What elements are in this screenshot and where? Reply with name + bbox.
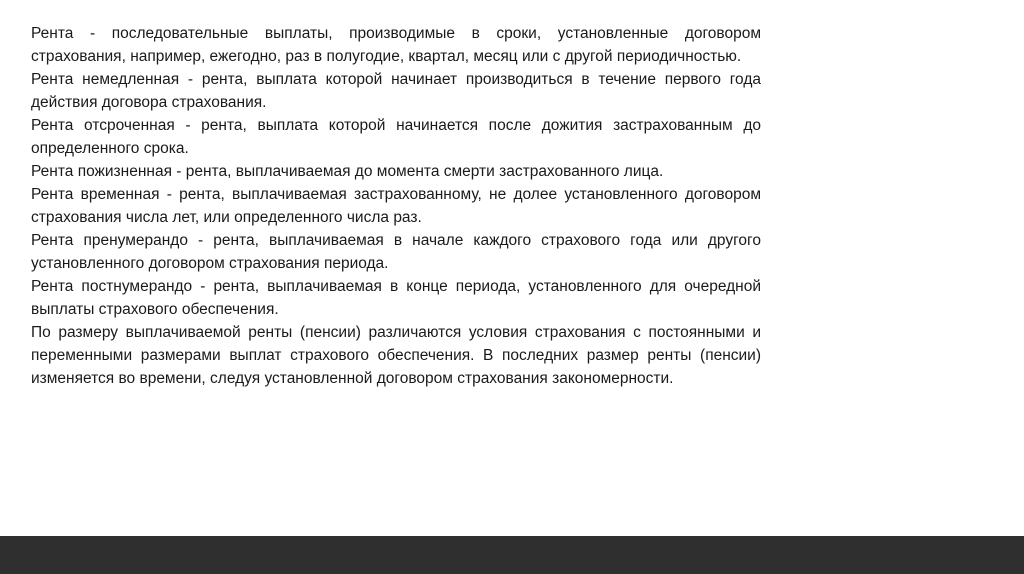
slide-text-body bbox=[31, 22, 761, 390]
paragraph-renta-postnumerando: Рента постнумерандо - рента, выплачиваемая в конце периода, установленного для очередной выплаты страхового обеспечения. bbox=[31, 278, 761, 318]
paragraph-renta-lifetime: Рента пожизненная - рента, выплачиваемая до момента смерти застрахованного лица. bbox=[31, 163, 664, 180]
paragraph-renta-size-conditions: По размеру выплачиваемой ренты (пенсии) различаются условия страхования с постоянными и переменными размерами выплат страхового обеспечения. В последних размер ренты (пенсии) изменяется во времени, следуя установленной договором страхования закономерности. bbox=[31, 324, 761, 387]
paragraph-renta-definition: Рента - последовательные выплаты, производимые в сроки, установленные договором страхования, например, ежегодно, раз в полугодие, квартал, месяц или с другой периодичностью. bbox=[31, 25, 761, 65]
bottom-bar bbox=[0, 536, 1024, 574]
paragraph-renta-temporary: Рента временная - рента, выплачиваемая застрахованному, не долее установленного договором страхования числа лет, или определенного числа раз. bbox=[31, 186, 761, 226]
paragraph-renta-deferred: Рента отсроченная - рента, выплата которой начинается после дожития застрахованным до определенного срока. bbox=[31, 117, 761, 157]
paragraph-renta-prenumerando: Рента пренумерандо - рента, выплачиваемая в начале каждого страхового года или другого установленного договором страхования периода. bbox=[31, 232, 761, 272]
paragraph-renta-immediate: Рента немедленная - рента, выплата которой начинает производиться в течение первого года действия договора страхования. bbox=[31, 71, 761, 111]
